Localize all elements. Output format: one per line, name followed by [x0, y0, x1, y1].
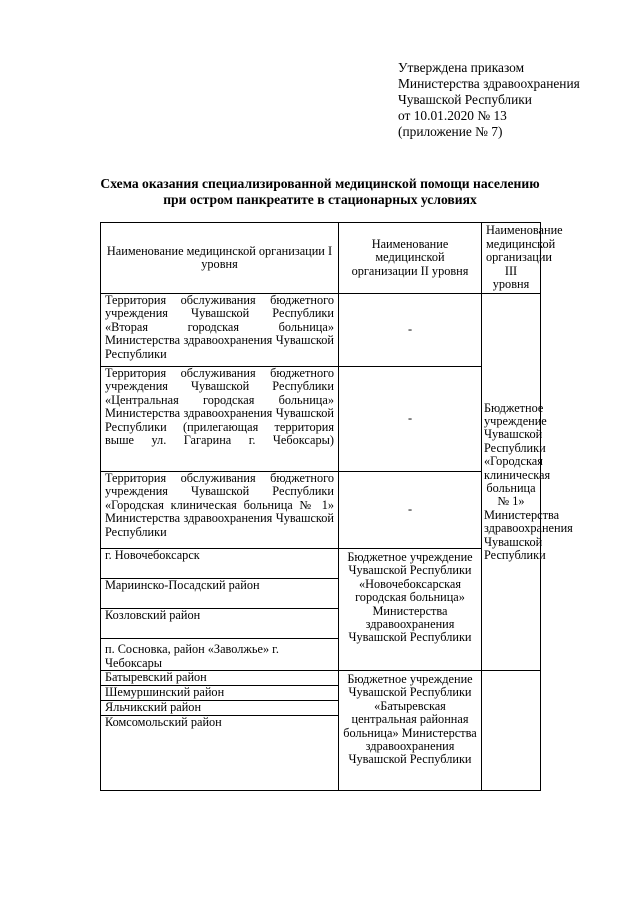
- level1-cell: Территория обслуживания бюджетного учреждения Чувашской Республики «Городская клиническая больница № 1» Министерства здравоохранения Чувашской Республики: [101, 472, 339, 549]
- table-row: [101, 294, 541, 367]
- level3-empty-cell: [482, 671, 541, 791]
- header-level-2: Наименование медицинской организации II уровня: [339, 223, 482, 294]
- header-level-3: Наименование медицинской организации III уровня: [482, 223, 541, 294]
- document-title: [100, 176, 540, 208]
- level1-cell: Мариинско-Посадский район: [101, 579, 339, 609]
- level1-cell: Территория обслуживания бюджетного учреждения Чувашской Республики «Центральная городская больница» Министерства здравоохранения Чувашской Республики (прилегающая территория выше ул. Гагарина г. Чебоксары): [101, 367, 339, 472]
- approval-line: Чувашской Республики: [398, 92, 532, 107]
- approval-line: от 10.01.2020 № 13: [398, 108, 507, 123]
- level1-cell: п. Сосновка, район «Заволжье» г. Чебоксары: [101, 639, 339, 671]
- table-row: [101, 671, 541, 686]
- level2-cell: -: [339, 294, 482, 367]
- title-line-2: при остром панкреатите в стационарных условиях: [163, 192, 477, 207]
- table-row: [101, 472, 541, 549]
- level2-cell: Бюджетное учреждение Чувашской Республики «Новочебоксарская городская больница» Министерства здравоохранения Чувашской Республики: [339, 549, 482, 671]
- level1-cell: Яльчикский район: [101, 701, 339, 716]
- table-header-row: [101, 223, 541, 294]
- level1-cell: Козловский район: [101, 609, 339, 639]
- title-line-1: Схема оказания специализированной медицинской помощи населению: [100, 176, 540, 191]
- level1-cell: Шемуршинский район: [101, 686, 339, 701]
- level1-cell: Батыревский район: [101, 671, 339, 686]
- level1-cell: Комсомольский район: [101, 716, 339, 791]
- header-level-1: Наименование медицинской организации I уровня: [101, 223, 339, 294]
- table-row: [101, 367, 541, 472]
- level2-cell: -: [339, 367, 482, 472]
- table-row: [101, 549, 541, 579]
- care-scheme-table: [100, 222, 573, 791]
- level1-cell: г. Новочебоксарск: [101, 549, 339, 579]
- approval-line: Утверждена приказом: [398, 60, 525, 75]
- approval-stamp: [398, 60, 628, 140]
- level2-cell: Бюджетное учреждение Чувашской Республики «Батыревская центральная районная больница» Министерства здравоохранения Чувашской Республики: [339, 671, 482, 791]
- approval-line: Министерства здравоохранения: [398, 76, 580, 91]
- level3-cell: Бюджетное учреждение Чувашской Республики «Городская клиническая больница № 1» Министерства здравоохранения Чувашской Республики: [482, 294, 541, 671]
- level1-cell: Территория обслуживания бюджетного учреждения Чувашской Республики «Вторая городская больница» Министерства здравоохранения Чувашской Республики: [101, 294, 339, 367]
- approval-line: (приложение № 7): [398, 124, 503, 139]
- level2-cell: -: [339, 472, 482, 549]
